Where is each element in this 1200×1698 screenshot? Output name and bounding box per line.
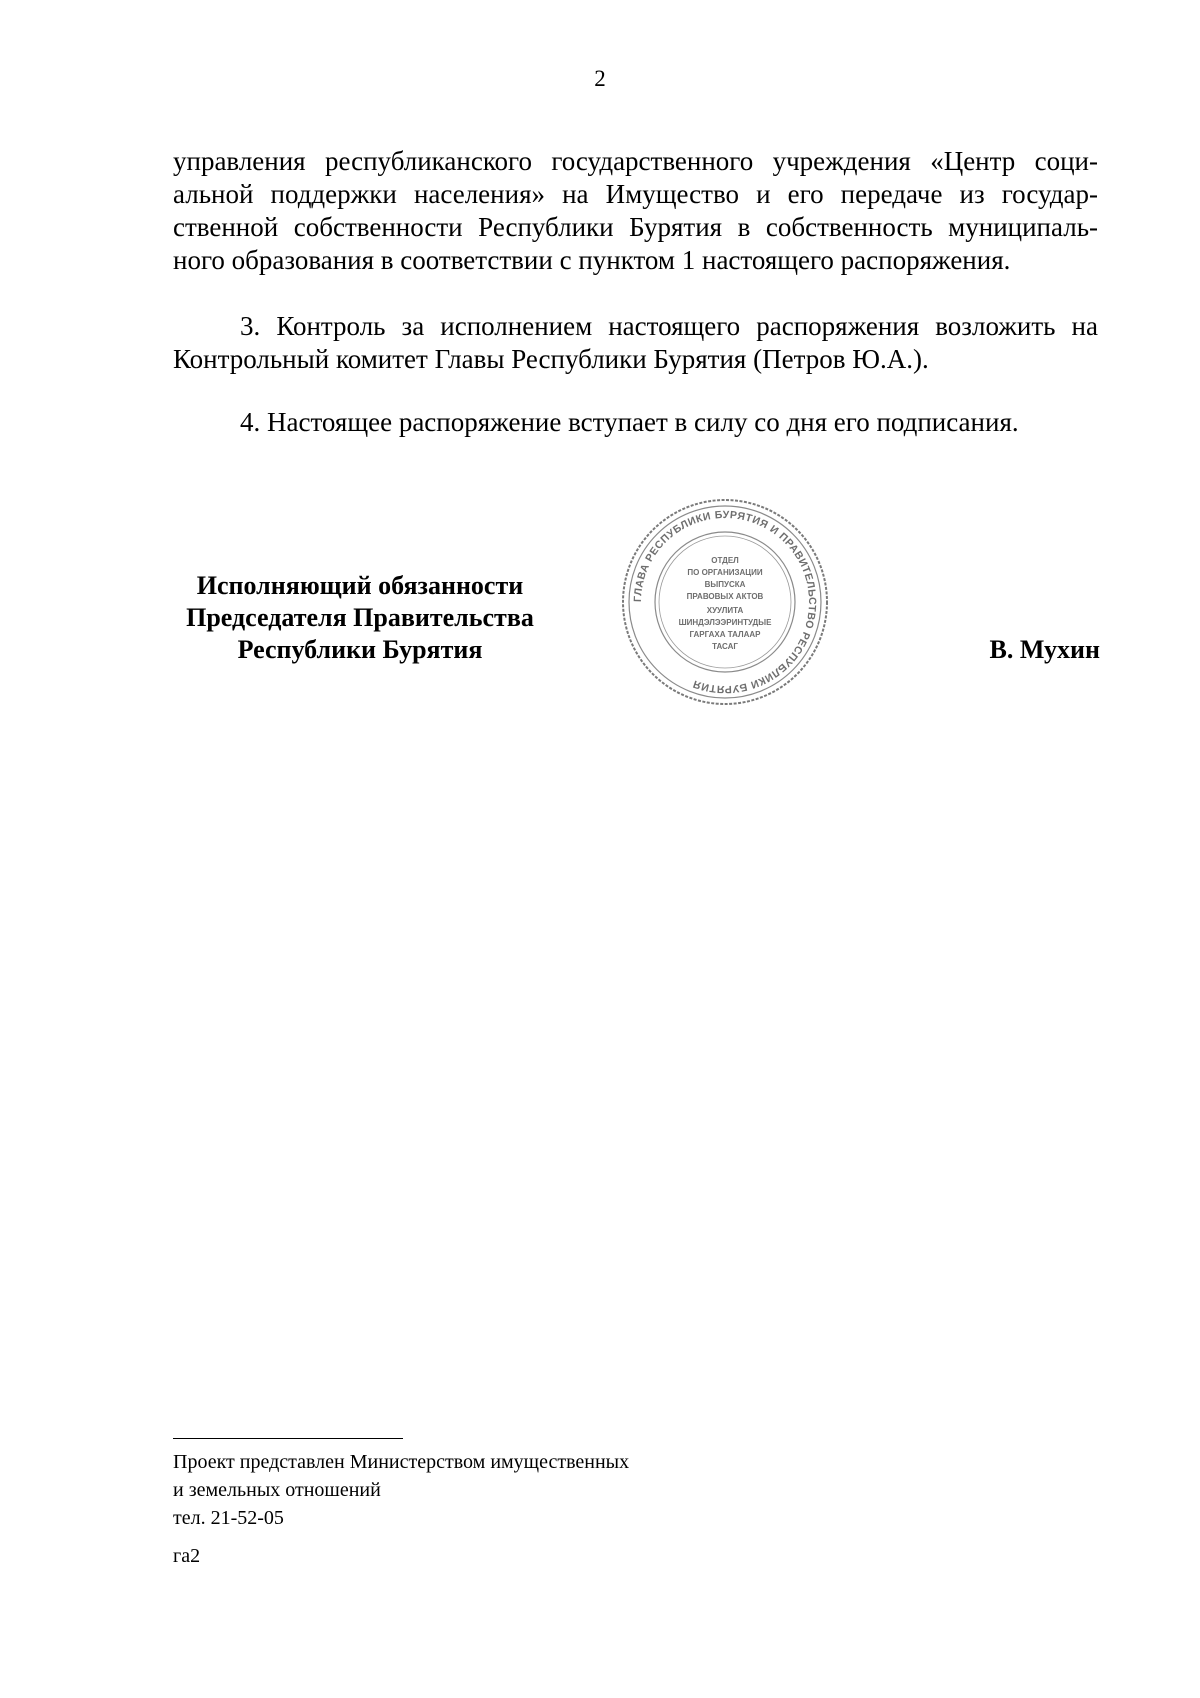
footnote xyxy=(173,1448,873,1532)
signer-title-line: Исполняющий обязанности xyxy=(196,571,524,600)
signer-title xyxy=(160,570,560,666)
seal-inner-line: ПРАВОВЫХ АКТОВ xyxy=(686,592,764,601)
seal-inner-line: ШИНДЭЛЭЭРИНТУДЫЕ xyxy=(678,618,772,627)
paragraph-line: ного образования в соответствии с пунктом 1 настоящего распоряжения. xyxy=(173,245,1011,275)
document-code: га2 xyxy=(173,1545,201,1567)
paragraph-line: управления республиканского государственного учреждения «Центр соци- xyxy=(173,146,1098,176)
page-number: 2 xyxy=(594,66,606,91)
seal-inner-line: ГАРГАХА ТАЛААР xyxy=(689,630,761,639)
paragraph-continuation xyxy=(173,145,1098,277)
footnote-divider xyxy=(173,1438,403,1439)
seal-inner-line: ПО ОРГАНИЗАЦИИ xyxy=(687,568,763,577)
paragraph-item-3: 3. Контроль за исполнением настоящего распоряжения возложить на Контрольный комитет Главы Республики Бурятия (Петров Ю.А.). xyxy=(173,311,1098,374)
paragraph-line: альной поддержки населения» на Имущество и его передаче из государ- xyxy=(173,179,1098,209)
seal-inner-line: ХУУЛИТА xyxy=(706,606,744,615)
signer-name: В. Мухин xyxy=(989,635,1100,664)
seal-inner-line: ВЫПУСКА xyxy=(704,580,746,589)
paragraph-item-4: 4. Настоящее распоряжение вступает в силу со дня его подписания. xyxy=(240,407,1019,437)
signer-title-line: Председателя Правительства xyxy=(186,603,534,632)
paragraph-line: ственной собственности Республики Бурятия в собственность муниципаль- xyxy=(173,212,1098,242)
signer-title-line: Республики Бурятия xyxy=(237,635,483,664)
seal-inner-line: ТАСАГ xyxy=(712,642,738,651)
svg-text:ГЛАВА РЕСПУБЛИКИ БУРЯТИЯ И ПРА xyxy=(632,509,818,695)
official-seal xyxy=(620,497,830,707)
footnote-line: тел. 21-52-05 xyxy=(173,1507,284,1529)
seal-outer-text: ГЛАВА РЕСПУБЛИКИ БУРЯТИЯ И ПРАВИТЕЛЬСТВО РЕСПУБЛИКИ БУРЯТИЯ xyxy=(631,508,819,696)
seal-inner-line: ОТДЕЛ xyxy=(711,556,739,565)
footnote-line: Проект представлен Министерством имущественных xyxy=(173,1451,630,1473)
footnote-line: и земельных отношений xyxy=(173,1479,381,1501)
